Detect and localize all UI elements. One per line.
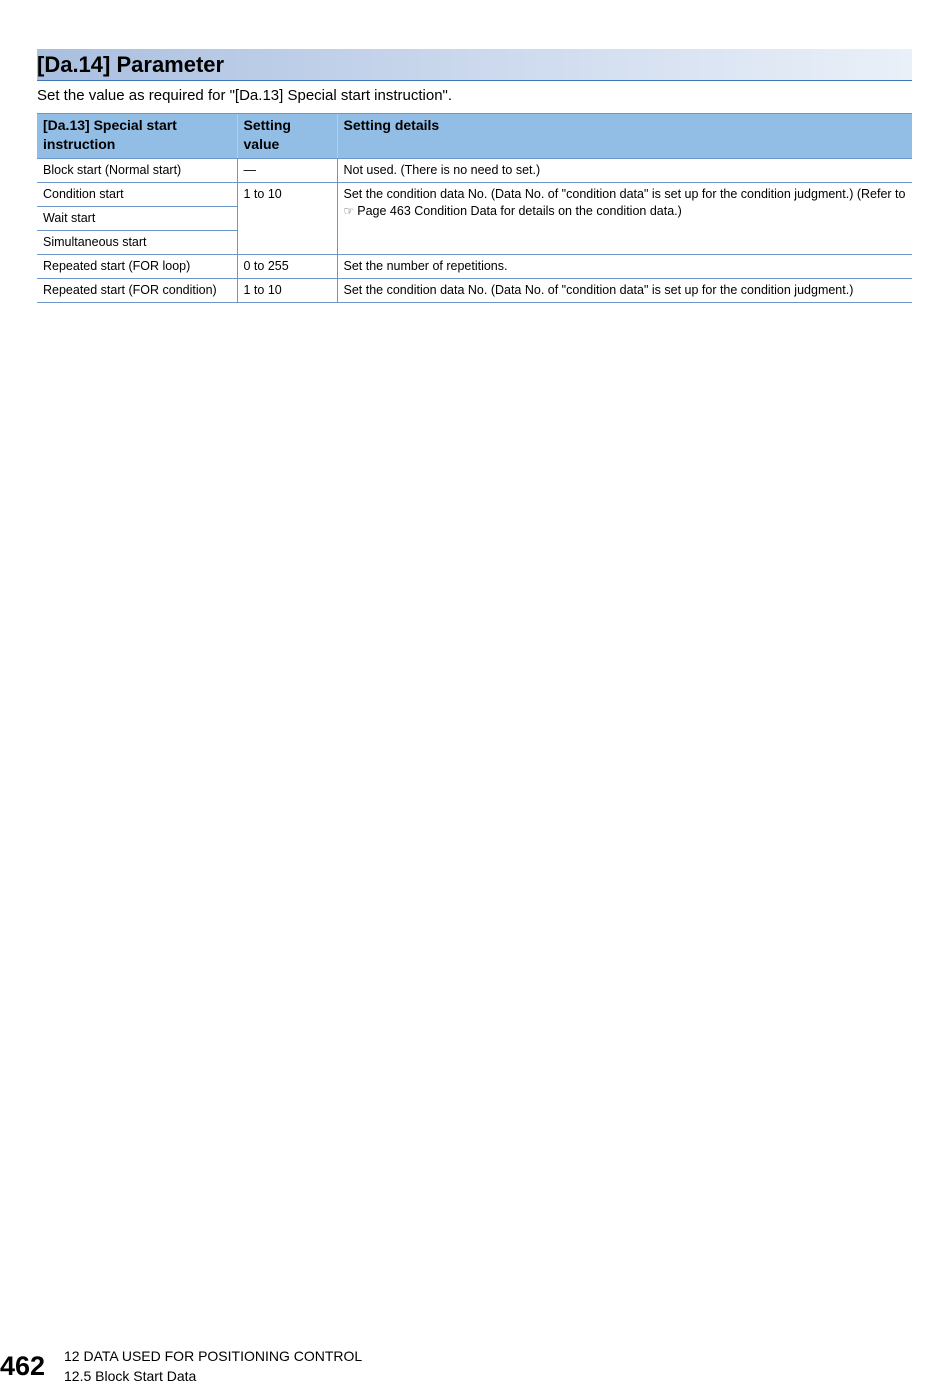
section-heading-bar bbox=[37, 49, 912, 81]
cell-value: 0 to 255 bbox=[237, 255, 337, 279]
header-setting-value: Setting value bbox=[237, 114, 337, 159]
cell-value: 1 to 10 bbox=[237, 183, 337, 255]
cell-value: 1 to 10 bbox=[237, 279, 337, 303]
table-row bbox=[37, 255, 912, 279]
page-reference-icon: ☞ bbox=[343, 204, 355, 218]
cell-instruction: Block start (Normal start) bbox=[37, 159, 237, 183]
table-row bbox=[37, 159, 912, 183]
page-reference-link[interactable]: Page 463 Condition Data for details on the condition data.) bbox=[357, 204, 682, 218]
cell-instruction: Wait start bbox=[37, 207, 237, 231]
details-text: Set the condition data No. (Data No. of "condition data" is set up for the condition judgment.) (Refer to bbox=[343, 187, 906, 201]
cell-value: — bbox=[237, 159, 337, 183]
cell-details: Not used. (There is no need to set.) bbox=[337, 159, 912, 183]
cell-instruction: Condition start bbox=[37, 183, 237, 207]
cell-details: Set the condition data No. (Data No. of "condition data" is set up for the condition judgment.) bbox=[337, 279, 912, 303]
table-row bbox=[37, 279, 912, 303]
footer-chapter: 12 DATA USED FOR POSITIONING CONTROL bbox=[64, 1348, 363, 1364]
table-row bbox=[37, 183, 912, 207]
cell-details: Set the number of repetitions. bbox=[337, 255, 912, 279]
cell-instruction: Simultaneous start bbox=[37, 231, 237, 255]
intro-text: Set the value as required for "[Da.13] Special start instruction". bbox=[37, 87, 453, 104]
header-setting-details: Setting details bbox=[337, 114, 912, 159]
footer-section: 12.5 Block Start Data bbox=[64, 1368, 197, 1384]
header-instruction: [Da.13] Special start instruction bbox=[37, 114, 237, 159]
page-number: 462 bbox=[0, 1351, 46, 1381]
table-header-row bbox=[37, 114, 912, 159]
cell-instruction: Repeated start (FOR loop) bbox=[37, 255, 237, 279]
cell-details bbox=[337, 183, 912, 255]
page-title: [Da.14] Parameter bbox=[37, 52, 225, 77]
cell-instruction: Repeated start (FOR condition) bbox=[37, 279, 237, 303]
parameter-table bbox=[37, 113, 912, 303]
